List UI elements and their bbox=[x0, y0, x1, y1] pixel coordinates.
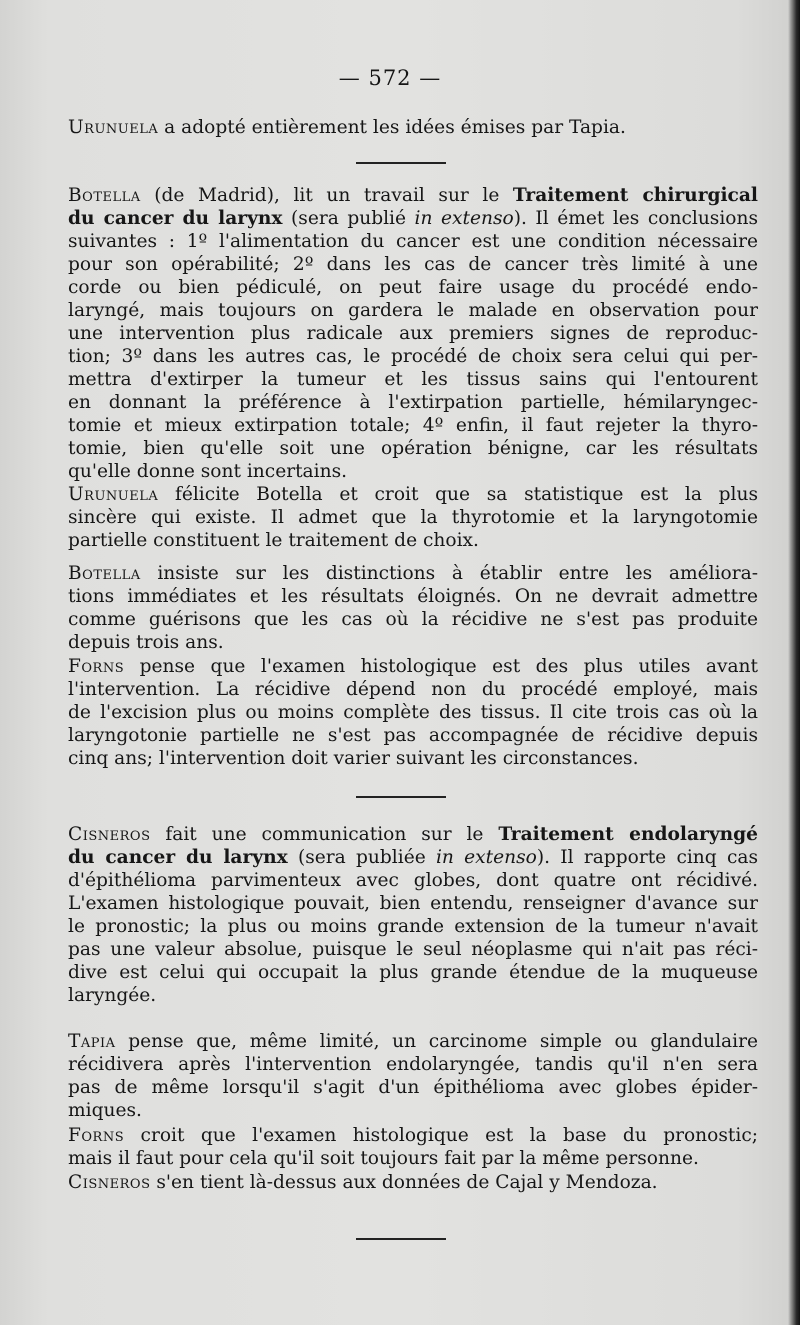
line-text: fait une communication sur le bbox=[150, 824, 499, 845]
line-text: félicite Botella et croit que sa statistique est la plus bbox=[158, 484, 758, 505]
text-line: laryngé, mais toujours on gardera le malade en observation pour bbox=[68, 300, 758, 321]
text-line: dive est celui qui occupait la plus grande étendue de la muqueuse bbox=[68, 962, 758, 983]
text-line: suivantes : 1º l'alimentation du cancer est une condition nécessaire bbox=[68, 231, 758, 252]
text-line: récidivera après l'intervention endolaryngée, tandis qu'il n'en sera bbox=[68, 1054, 758, 1075]
paragraph-botella-communication bbox=[68, 184, 758, 483]
speaker-name: Urunuela bbox=[68, 484, 159, 505]
text-line: en donnant la préférence à l'extirpation partielle, hémilaryngec- bbox=[68, 392, 758, 413]
speaker-name: Urunuela bbox=[68, 117, 159, 138]
text-line bbox=[68, 562, 758, 585]
speaker-name: Cisneros bbox=[68, 1172, 151, 1193]
paragraph-forns-2 bbox=[68, 1124, 758, 1170]
speaker-name: Forns bbox=[68, 1125, 125, 1146]
line-text: (sera publiée bbox=[287, 847, 436, 868]
text-line: sincère qui existe. Il admet que la thyrotomie et la laryngotomie bbox=[68, 507, 758, 528]
speaker-name: Botella bbox=[68, 185, 141, 206]
text-line bbox=[68, 1171, 758, 1194]
text-line: laryngotonie partielle ne s'est pas accompagnée de récidive depuis bbox=[68, 725, 758, 746]
italic-text: in extenso bbox=[414, 208, 514, 229]
paragraph-botella-2 bbox=[68, 562, 758, 654]
text-line bbox=[68, 483, 758, 506]
speaker-name: Forns bbox=[68, 656, 125, 677]
text-line: tions immédiates et les résultats éloignés. On ne devrait admettre bbox=[68, 586, 758, 607]
line-text: ). Il émet les conclusions bbox=[513, 208, 758, 229]
paragraph-urunuela-1 bbox=[68, 116, 758, 139]
text-line: L'examen histologique pouvait, bien entendu, renseigner d'avance sur bbox=[68, 893, 758, 914]
section-divider bbox=[356, 162, 446, 164]
text-line: de l'excision plus ou moins complète des tissus. Il cite trois cas où la bbox=[68, 702, 758, 723]
line-text: pense que l'examen histologique est des plus utiles avant bbox=[124, 656, 758, 677]
text-line bbox=[68, 655, 758, 678]
text-line: l'intervention. La récidive dépend non du procédé employé, mais bbox=[68, 679, 758, 700]
italic-text: in extenso bbox=[435, 847, 537, 868]
title-bold: Traitement endolaryngé bbox=[498, 824, 758, 845]
text-line: d'épithélioma parvimenteux avec globes, dont quatre ont récidivé. bbox=[68, 870, 758, 891]
text-line bbox=[68, 116, 758, 139]
text-line: mais il faut pour cela qu'il soit toujours fait par la même personne. bbox=[68, 1148, 699, 1169]
text-line: le pronostic; la plus ou moins grande extension de la tumeur n'avait bbox=[68, 916, 758, 937]
line-text: s'en tient là-dessus aux données de Cajal y Mendoza. bbox=[150, 1172, 658, 1193]
title-bold: du cancer du larynx bbox=[68, 847, 288, 868]
text-line bbox=[68, 846, 758, 869]
text-line: tion; 3º dans les autres cas, le procédé de choix sera celui qui per- bbox=[68, 346, 758, 367]
section-divider bbox=[356, 796, 446, 798]
text-line bbox=[68, 184, 758, 207]
line-text: pense que, même limité, un carcinome simple ou glandulaire bbox=[115, 1031, 758, 1052]
line-text: a adopté entièrement les idées émises par Tapia. bbox=[158, 117, 626, 138]
text-line: une intervention plus radicale aux premiers signes de reproduc- bbox=[68, 323, 758, 344]
text-line: cinq ans; l'intervention doit varier suivant les circonstances. bbox=[68, 748, 639, 769]
text-line bbox=[68, 1124, 758, 1147]
line-text: insiste sur les distinctions à établir entre les améliora- bbox=[140, 563, 758, 584]
paragraph-cisneros-2 bbox=[68, 1171, 758, 1194]
text-line: pour son opérabilité; 2º dans les cas de cancer très limité à une bbox=[68, 254, 758, 275]
section-divider bbox=[356, 1238, 446, 1240]
text-line bbox=[68, 1030, 758, 1053]
text-line: pas une valeur absolue, puisque le seul néoplasme qui n'ait pas réci- bbox=[68, 939, 758, 960]
page-number: — 572 — bbox=[338, 66, 442, 90]
line-text: (de Madrid), lit un travail sur le bbox=[140, 185, 513, 206]
text-line: qu'elle donne sont incertains. bbox=[68, 461, 348, 482]
paragraph-forns-1 bbox=[68, 655, 758, 770]
title-bold: Traitement chirurgical bbox=[512, 185, 758, 206]
text-line: depuis trois ans. bbox=[68, 632, 224, 653]
speaker-name: Tapia bbox=[68, 1031, 116, 1052]
paragraph-tapia bbox=[68, 1030, 758, 1122]
text-line: laryngée. bbox=[68, 985, 157, 1006]
text-line bbox=[68, 207, 758, 230]
text-line: miques. bbox=[68, 1100, 142, 1121]
text-line: partielle constituent le traitement de choix. bbox=[68, 530, 479, 551]
title-bold: du cancer du larynx bbox=[68, 208, 283, 229]
speaker-name: Botella bbox=[68, 563, 141, 584]
speaker-name: Cisneros bbox=[68, 824, 151, 845]
text-line: corde ou bien pédiculé, on peut faire usage du procédé endo- bbox=[68, 277, 758, 298]
text-line: tomie, bien qu'elle soit une opération bénigne, car les résultats bbox=[68, 438, 758, 459]
paragraph-cisneros-communication bbox=[68, 823, 758, 1007]
text-line: mettra d'extirper la tumeur et les tissus sains qui l'entourent bbox=[68, 369, 758, 390]
line-text: croit que l'examen histologique est la base du pronostic; bbox=[124, 1125, 758, 1146]
text-line bbox=[68, 823, 758, 846]
text-line: pas de même lorsqu'il s'agit d'un épithélioma avec globes épider- bbox=[68, 1077, 758, 1098]
paragraph-urunuela-2 bbox=[68, 483, 758, 552]
line-text: (sera publié bbox=[282, 208, 415, 229]
text-line: tomie et mieux extirpation totale; 4º enfin, il faut rejeter la thyro- bbox=[68, 415, 758, 436]
line-text: ). Il rapporte cinq cas bbox=[536, 847, 758, 868]
page-edge-shadow bbox=[788, 0, 800, 1325]
text-line: comme guérisons que les cas où la récidive ne s'est pas produite bbox=[68, 609, 758, 630]
